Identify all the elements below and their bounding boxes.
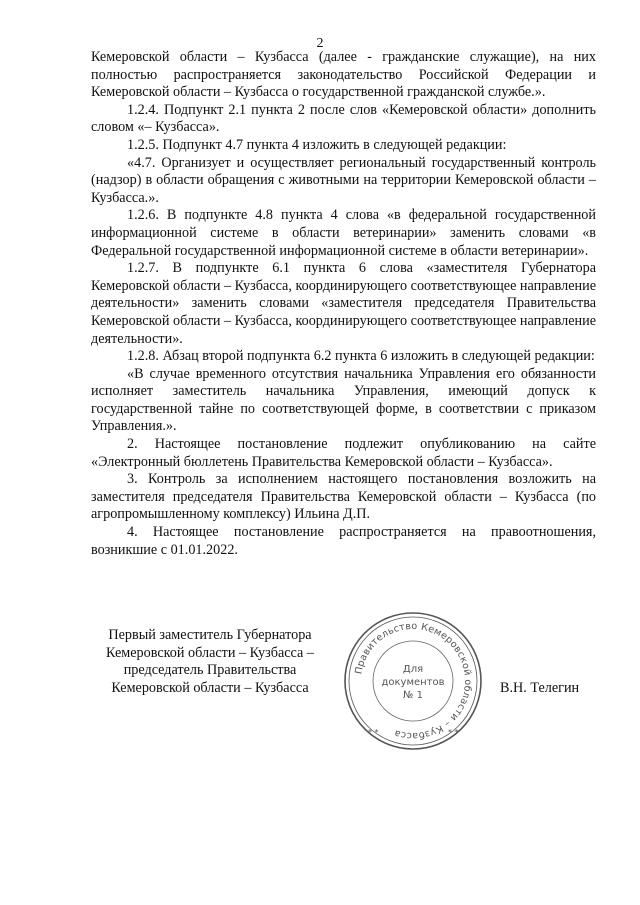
stamp-center-line: Для <box>402 664 424 675</box>
paragraph-1-2-5: 1.2.5. Подпункт 4.7 пункта 4 изложить в следующей редакции: <box>127 136 507 153</box>
paragraph-1-2-8: 1.2.8. Абзац второй подпункта 6.2 пункта 6 изложить в следующей редакции: <box>127 348 595 365</box>
stamp-star-icon: * * <box>368 728 379 737</box>
stamp-graphic <box>342 610 484 752</box>
signer-title-line: председатель Правительства <box>123 662 297 679</box>
paragraph-quote-6-2: «В случае временного отсутствия начальника Управления его обязанности исполняет заместитель начальника Управления, имеющий допуск к государственной тайне по соответствующей форме, в соответствии с приказом Управления.». <box>91 365 596 435</box>
signer-name: В.Н. Телегин <box>500 680 580 696</box>
official-seal-stamp <box>342 610 484 752</box>
paragraph-2: 2. Настоящее постановление подлежит опубликованию на сайте «Электронный бюллетень Правительства Кемеровской области – Кузбасса». <box>91 436 596 470</box>
page-number: 2 <box>316 36 324 51</box>
paragraph-3: 3. Контроль за исполнением настоящего постановления возложить на заместителя председателя Правительства Кемеровской области – Кузбасса (по агропромышленному комплексу) Ильина Д.П. <box>91 471 596 523</box>
stamp-center-line: документов <box>381 677 445 688</box>
document-body <box>91 49 596 559</box>
paragraph-4: 4. Настоящее постановление распространяется на правоотношения, возникшие с 01.01.2022. <box>91 524 596 558</box>
signer-title-block <box>80 627 340 697</box>
paragraph-1-2-6: 1.2.6. В подпункте 4.8 пункта 4 слова «в федеральной государственной информационной системе в области ветеринарии» заменить словами «в Федеральной государственной информационной системе в области ветеринарии». <box>91 207 596 259</box>
paragraph-1-2-4: 1.2.4. Подпункт 2.1 пункта 2 после слов «Кемеровской области» дополнить словом «– Кузбасса». <box>91 101 596 136</box>
paragraph-quote-4-7: «4.7. Организует и осуществляет региональный государственный контроль (надзор) в области обращения с животными на территории Кемеровской области – Кузбасса.». <box>91 154 596 206</box>
stamp-ring-text: Правительство Кемеровской области – Кузбасса <box>353 620 474 742</box>
paragraph-1-2-7: 1.2.7. В подпункте 6.1 пункта 6 слова «заместителя Губернатора Кемеровской области – Кузбасса, координирующего соответствующее направление деятельности» заменить словами «заместителя председателя Правительства Кемеровской области – Кузбасса, координирующего соответствующее направление деятельности». <box>91 260 596 347</box>
signer-title-line: Кемеровской области – Кузбасса <box>111 679 309 696</box>
stamp-center-line: № 1 <box>403 690 423 701</box>
signer-title-line: Кемеровской области – Кузбасса – <box>106 644 314 661</box>
paragraph-continuation: Кемеровской области – Кузбасса (далее - гражданские служащие), на них полностью распространяется законодательство Российской Федерации и Кемеровской области – Кузбасса о государственной гражданской службе.». <box>91 49 596 101</box>
signer-title-line: Первый заместитель Губернатора <box>108 627 312 643</box>
stamp-star-icon: * * <box>448 728 459 737</box>
